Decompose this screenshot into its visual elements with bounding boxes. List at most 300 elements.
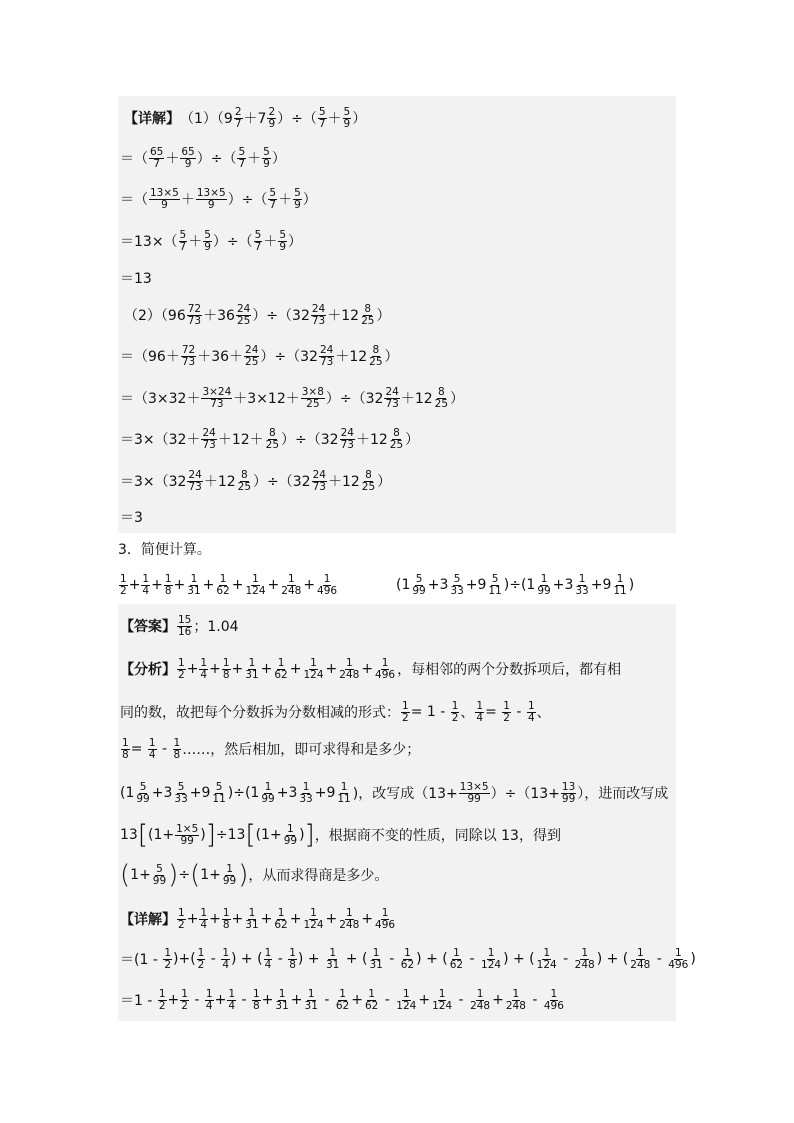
fraction-denominator: 25 bbox=[306, 397, 320, 410]
text-run: ) + ( bbox=[503, 951, 535, 967]
section-label: 【分析】 bbox=[120, 662, 176, 678]
fraction-numerator: 1 bbox=[340, 780, 348, 793]
text-run: ） bbox=[352, 111, 367, 127]
fraction-denominator: 248 bbox=[505, 999, 526, 1012]
fraction bbox=[244, 658, 259, 681]
fraction-numerator: 1 bbox=[310, 906, 317, 919]
fraction-denominator: 62 bbox=[216, 584, 230, 597]
fraction-numerator: 1 bbox=[164, 572, 172, 585]
fraction-numerator: 1 bbox=[158, 987, 166, 1000]
fraction bbox=[278, 230, 287, 253]
fraction-numerator: 65 bbox=[181, 145, 195, 158]
fraction-numerator: 1 bbox=[329, 946, 337, 959]
fraction bbox=[260, 782, 275, 805]
fraction-numerator: 1 bbox=[190, 572, 198, 585]
fraction-denominator: 2 bbox=[164, 958, 172, 971]
fraction-denominator: 248 bbox=[574, 958, 595, 971]
text-run: +3 bbox=[552, 577, 574, 593]
fraction-denominator: 11 bbox=[488, 584, 502, 597]
fraction-numerator: 72 bbox=[181, 343, 196, 356]
fraction-numerator: 1 bbox=[226, 862, 233, 875]
fraction-numerator: 1 bbox=[173, 736, 181, 749]
fraction bbox=[135, 782, 150, 805]
text-run: + bbox=[260, 911, 273, 927]
question-heading bbox=[118, 537, 211, 561]
solution-line bbox=[120, 229, 302, 253]
fraction bbox=[227, 989, 236, 1012]
fraction-numerator: 5 bbox=[156, 862, 163, 875]
fraction-numerator: 8 bbox=[241, 468, 248, 481]
fraction-denominator: 9 bbox=[343, 117, 351, 130]
fraction-numerator: 5 bbox=[269, 186, 277, 199]
fraction-numerator: 1 bbox=[222, 946, 229, 959]
fraction-numerator: 1 bbox=[512, 987, 520, 1000]
text-run: 同的数，故把每个分数拆为分数相减的形式： bbox=[120, 705, 400, 721]
text-run: ，根据商不变的性质，同除以 13，得到 bbox=[314, 828, 561, 844]
text-run: ＋ bbox=[327, 111, 342, 127]
fraction bbox=[360, 304, 375, 327]
fraction-denominator: 4 bbox=[222, 958, 229, 971]
text-run: ＝3 bbox=[120, 510, 143, 526]
section-label: 【详解】 bbox=[124, 111, 180, 127]
fraction bbox=[364, 989, 379, 1012]
fraction-denominator: 16 bbox=[178, 625, 192, 638]
fraction-denominator: 73 bbox=[312, 480, 326, 493]
text-run: + bbox=[325, 911, 338, 927]
text-run: ＋12＋ bbox=[217, 432, 264, 448]
fraction bbox=[180, 989, 189, 1012]
fraction-denominator: 11 bbox=[337, 792, 351, 805]
fraction-denominator: 73 bbox=[319, 355, 334, 368]
fraction bbox=[480, 948, 502, 971]
fraction-denominator: 2 bbox=[451, 711, 459, 724]
fraction bbox=[311, 304, 326, 327]
fraction bbox=[612, 574, 627, 597]
text-run: = 1 - bbox=[410, 704, 450, 720]
fraction-numerator: 1 bbox=[578, 572, 586, 585]
big-bracket: ) bbox=[168, 860, 179, 890]
text-run: ＝3×（32 bbox=[120, 474, 187, 490]
fraction bbox=[293, 188, 302, 211]
fraction-numerator: 24 bbox=[385, 385, 399, 398]
fraction bbox=[164, 574, 173, 597]
fraction-denominator: 124 bbox=[432, 999, 453, 1012]
fraction bbox=[237, 147, 246, 170]
text-run: ＋12 bbox=[355, 432, 388, 448]
fraction-numerator: 24 bbox=[311, 302, 326, 315]
text-run: ＋ bbox=[180, 192, 195, 208]
big-bracket: ( bbox=[120, 860, 131, 890]
text-run: ＋12 bbox=[335, 349, 368, 365]
fraction-denominator: 496 bbox=[668, 958, 689, 971]
text-run: ＋ bbox=[247, 151, 262, 167]
fraction-denominator: 62 bbox=[274, 918, 288, 931]
fraction-denominator: 73 bbox=[181, 355, 196, 368]
fraction bbox=[119, 574, 128, 597]
fraction-denominator: 9 bbox=[263, 157, 270, 170]
fraction bbox=[505, 989, 527, 1012]
fraction-denominator: 7 bbox=[269, 198, 277, 211]
fraction-numerator: 1 bbox=[674, 946, 682, 959]
text-run: ＝（ bbox=[120, 192, 148, 208]
fraction-numerator: 24 bbox=[202, 426, 216, 439]
text-run: ＝3×（32＋ bbox=[120, 432, 201, 448]
fraction-denominator: 124 bbox=[303, 668, 324, 681]
fraction bbox=[236, 304, 251, 327]
fraction-denominator: 2 bbox=[197, 958, 205, 971]
analysis-line bbox=[120, 860, 389, 890]
fraction-numerator: 5 bbox=[238, 145, 246, 158]
text-run: ）÷（ bbox=[196, 151, 237, 167]
fraction-denominator: 31 bbox=[245, 668, 259, 681]
fraction-numerator: 13×5 bbox=[150, 186, 179, 199]
fraction-denominator: 99 bbox=[561, 792, 576, 805]
text-run: +3 bbox=[151, 785, 173, 801]
fraction-denominator: 25 bbox=[361, 314, 375, 327]
fraction-denominator: 25 bbox=[265, 438, 280, 451]
fraction-denominator: 25 bbox=[236, 314, 251, 327]
fraction bbox=[187, 304, 202, 327]
text-run: ) bbox=[690, 951, 696, 967]
fraction bbox=[205, 989, 214, 1012]
text-run: ＝（ bbox=[120, 151, 148, 167]
text-run: +9 bbox=[314, 785, 336, 801]
answer-line bbox=[120, 614, 239, 638]
fraction-numerator: 1 bbox=[310, 656, 317, 669]
text-run: ） bbox=[302, 192, 317, 208]
fraction-numerator: 2 bbox=[268, 105, 276, 118]
fraction-numerator: 1 bbox=[252, 987, 260, 1000]
fraction-denominator: 7 bbox=[318, 117, 326, 130]
text-run: (1+ bbox=[255, 827, 282, 843]
fraction-denominator: 9 bbox=[207, 198, 215, 211]
fraction-numerator: 1 bbox=[205, 987, 213, 1000]
fraction-numerator: 1 bbox=[248, 656, 256, 669]
fraction bbox=[343, 107, 352, 130]
text-run: ＋12 bbox=[203, 474, 236, 490]
fraction-denominator: 124 bbox=[245, 584, 266, 597]
fraction-numerator: 1 bbox=[219, 572, 227, 585]
fraction bbox=[368, 948, 383, 971]
fraction-numerator: 1 bbox=[277, 656, 285, 669]
fraction-numerator: 5 bbox=[453, 572, 461, 585]
fraction-denominator: 31 bbox=[304, 999, 318, 1012]
question-heading-text: 3．简便计算。 bbox=[118, 542, 211, 558]
fraction bbox=[543, 989, 565, 1012]
solution-line bbox=[120, 187, 317, 211]
fraction-numerator: 24 bbox=[245, 343, 259, 356]
fraction bbox=[536, 948, 558, 971]
fraction-numerator: 24 bbox=[312, 468, 326, 481]
fraction-numerator: 1 bbox=[550, 987, 558, 1000]
fraction bbox=[252, 989, 261, 1012]
fraction-denominator: 2 bbox=[158, 999, 166, 1012]
fraction bbox=[149, 188, 180, 211]
fraction-denominator: 25 bbox=[434, 397, 449, 410]
fraction-numerator: 1 bbox=[142, 572, 150, 585]
fraction-denominator: 496 bbox=[375, 668, 396, 681]
big-bracket: ( bbox=[190, 860, 201, 890]
fraction-numerator: 5 bbox=[415, 572, 423, 585]
text-run: + bbox=[289, 911, 302, 927]
fraction-numerator: 1 bbox=[200, 906, 208, 919]
fraction-numerator: 5 bbox=[179, 228, 187, 241]
fraction-numerator: 1 bbox=[248, 906, 256, 919]
fraction-denominator: 8 bbox=[289, 958, 296, 971]
fraction-numerator: 1 bbox=[616, 572, 624, 585]
fraction bbox=[254, 230, 263, 253]
fraction bbox=[374, 658, 396, 681]
fraction-numerator: 65 bbox=[150, 145, 164, 158]
fraction-numerator: 8 bbox=[364, 302, 372, 315]
text-run: 1+ bbox=[200, 867, 221, 883]
fraction bbox=[244, 908, 259, 931]
fraction bbox=[199, 658, 208, 681]
fraction-numerator: 8 bbox=[438, 385, 445, 398]
text-run: + bbox=[492, 992, 504, 1008]
text-run: ÷ bbox=[178, 867, 191, 883]
fraction bbox=[574, 574, 589, 597]
fraction-numerator: 5 bbox=[204, 228, 211, 241]
fraction-numerator: 1 bbox=[178, 906, 185, 919]
fraction-denominator: 25 bbox=[369, 355, 383, 368]
fraction bbox=[211, 782, 226, 805]
text-run: +9 bbox=[590, 577, 612, 593]
fraction bbox=[173, 738, 182, 761]
fraction bbox=[163, 948, 172, 971]
text-run: (1 bbox=[120, 785, 135, 801]
fraction-denominator: 4 bbox=[142, 584, 150, 597]
section-label: 【详解】 bbox=[120, 912, 176, 928]
fraction bbox=[536, 574, 551, 597]
text-run: ） bbox=[405, 432, 420, 448]
text-run: +3 bbox=[427, 577, 449, 593]
fraction bbox=[319, 345, 334, 368]
text-run: ＋3×12＋ bbox=[233, 391, 300, 407]
solution-line bbox=[120, 505, 143, 529]
big-bracket: [ bbox=[245, 820, 256, 850]
fraction-denominator: 9 bbox=[279, 240, 287, 253]
fraction-denominator: 2 bbox=[503, 711, 510, 724]
fraction-denominator: 99 bbox=[180, 834, 194, 847]
fraction bbox=[325, 948, 340, 971]
text-run: ）÷（32 bbox=[253, 474, 311, 490]
text-run: ＝（96＋ bbox=[120, 349, 180, 365]
fraction-numerator: 1 bbox=[252, 572, 259, 585]
text-run: 、 bbox=[460, 705, 475, 721]
text-run: ） bbox=[376, 308, 391, 324]
text-run: ＋ bbox=[278, 192, 293, 208]
text-run: + bbox=[361, 911, 374, 927]
fraction bbox=[338, 658, 360, 681]
fraction bbox=[338, 908, 360, 931]
text-run: + bbox=[151, 577, 163, 593]
fraction bbox=[400, 948, 415, 971]
solution-line bbox=[120, 427, 419, 451]
fraction bbox=[265, 428, 280, 451]
solution-block-2 bbox=[118, 604, 696, 1021]
text-run: ＝1 - bbox=[120, 993, 157, 1009]
text-run: + bbox=[231, 577, 244, 593]
fraction bbox=[196, 188, 227, 211]
text-run: ＝13 bbox=[120, 271, 152, 287]
text-run: ＋12 bbox=[327, 308, 360, 324]
fraction-denominator: 8 bbox=[222, 918, 230, 931]
fraction bbox=[121, 738, 130, 761]
fraction-denominator: 73 bbox=[210, 397, 224, 410]
fraction bbox=[451, 701, 460, 724]
text-run: ＝(1 - bbox=[120, 952, 163, 968]
text-run: ）÷（ bbox=[212, 234, 253, 250]
fraction-numerator: 24 bbox=[319, 343, 334, 356]
text-run: （2）（96 bbox=[124, 308, 186, 324]
fraction-numerator: 1 bbox=[527, 699, 535, 712]
fraction-numerator: 5 bbox=[279, 228, 287, 241]
text-run: + bbox=[260, 661, 273, 677]
fraction bbox=[201, 387, 232, 410]
fraction bbox=[302, 658, 324, 681]
fraction-denominator: 496 bbox=[543, 999, 564, 1012]
fraction-numerator: 1 bbox=[402, 699, 409, 712]
fraction-numerator: 1 bbox=[451, 699, 459, 712]
text-run: ；1.04 bbox=[193, 619, 239, 635]
text-run: ÷13 bbox=[215, 827, 246, 843]
fraction-denominator: 31 bbox=[245, 918, 259, 931]
fraction-denominator: 62 bbox=[364, 999, 379, 1012]
fraction-denominator: 7 bbox=[234, 117, 242, 130]
fraction-denominator: 73 bbox=[385, 397, 399, 410]
fraction-denominator: 4 bbox=[476, 711, 484, 724]
fraction-denominator: 4 bbox=[527, 711, 535, 724]
question-expression-left bbox=[118, 573, 339, 597]
fraction bbox=[561, 782, 576, 805]
text-run: + bbox=[231, 911, 244, 927]
fraction-denominator: 9 bbox=[161, 198, 168, 211]
fraction bbox=[336, 782, 351, 805]
fraction-denominator: 8 bbox=[252, 999, 260, 1012]
text-run: ) + ( bbox=[416, 951, 448, 967]
fraction bbox=[222, 908, 231, 931]
fraction-denominator: 73 bbox=[187, 314, 202, 327]
analysis-line bbox=[120, 737, 420, 761]
fraction-denominator: 99 bbox=[261, 792, 275, 805]
fraction bbox=[487, 574, 502, 597]
text-run: )，改写成（13+ bbox=[352, 786, 458, 802]
section-label: 【答案】 bbox=[120, 619, 176, 635]
fraction-denominator: 9 bbox=[294, 198, 301, 211]
fraction bbox=[368, 345, 383, 368]
fraction bbox=[181, 345, 196, 368]
fraction bbox=[262, 147, 271, 170]
text-run: ) + bbox=[297, 951, 324, 967]
fraction-numerator: 1 bbox=[372, 946, 380, 959]
fraction-denominator: 248 bbox=[630, 958, 651, 971]
text-run: - bbox=[237, 992, 251, 1008]
fraction-numerator: 1×5 bbox=[176, 822, 199, 835]
fraction-denominator: 8 bbox=[122, 748, 129, 761]
fraction-numerator: 24 bbox=[340, 426, 354, 439]
big-bracket: ] bbox=[205, 820, 216, 850]
fraction bbox=[395, 989, 417, 1012]
fraction-numerator: 1 bbox=[453, 946, 460, 959]
text-run: 13 bbox=[120, 827, 138, 843]
text-run: ＋36 bbox=[203, 308, 235, 324]
text-run: +3 bbox=[276, 785, 298, 801]
text-run: ）÷（ bbox=[277, 111, 317, 127]
text-run: - bbox=[157, 741, 172, 757]
fraction-numerator: 1 bbox=[264, 780, 272, 793]
fraction-denominator: 33 bbox=[299, 792, 313, 805]
fraction-denominator: 25 bbox=[389, 438, 404, 451]
text-run: + bbox=[290, 992, 303, 1008]
fraction-denominator: 2 bbox=[402, 711, 409, 724]
fraction-denominator: 4 bbox=[148, 748, 156, 761]
fraction bbox=[141, 574, 150, 597]
text-run: + bbox=[361, 661, 374, 677]
fraction bbox=[158, 989, 167, 1012]
detail-line bbox=[120, 988, 566, 1012]
text-run: - bbox=[454, 992, 469, 1008]
solution-line bbox=[120, 146, 286, 170]
fraction-numerator: 1 bbox=[323, 572, 331, 585]
text-run: + bbox=[209, 911, 221, 927]
fraction bbox=[203, 230, 212, 253]
fraction bbox=[667, 948, 689, 971]
fraction bbox=[288, 948, 297, 971]
fraction bbox=[197, 948, 206, 971]
fraction bbox=[475, 701, 484, 724]
text-run: ＋12 bbox=[400, 391, 433, 407]
fraction bbox=[187, 470, 202, 493]
fraction-denominator: 73 bbox=[311, 314, 326, 327]
text-run: ＝（3×32＋ bbox=[120, 391, 201, 407]
text-run: + bbox=[167, 992, 180, 1008]
fraction-denominator: 73 bbox=[340, 438, 354, 451]
fraction-numerator: 24 bbox=[236, 302, 251, 315]
fraction-numerator: 2 bbox=[234, 105, 242, 118]
text-run: ) bbox=[628, 577, 635, 593]
fraction-denominator: 7 bbox=[254, 240, 262, 253]
fraction-denominator: 124 bbox=[303, 918, 324, 931]
fraction-numerator: 5 bbox=[491, 572, 499, 585]
fraction-numerator: 1 bbox=[120, 572, 127, 585]
text-run: + bbox=[289, 661, 302, 677]
fraction bbox=[274, 989, 289, 1012]
fraction-numerator: 13×5 bbox=[196, 186, 226, 199]
fraction-numerator: 5 bbox=[343, 105, 351, 118]
big-bracket: [ bbox=[137, 820, 148, 850]
fraction-numerator: 1 bbox=[503, 699, 510, 712]
fraction bbox=[384, 387, 399, 410]
fraction bbox=[152, 864, 167, 887]
text-run: ） bbox=[450, 391, 465, 407]
text-run: ） bbox=[384, 349, 399, 365]
fraction-numerator: 1 bbox=[402, 987, 410, 1000]
question-expression-right bbox=[396, 573, 634, 597]
fraction-denominator: 73 bbox=[202, 438, 216, 451]
text-run: ） bbox=[288, 234, 303, 250]
text-run: ) bbox=[200, 827, 206, 843]
fraction bbox=[283, 824, 298, 847]
fraction-denominator: 2 bbox=[178, 668, 185, 681]
text-run: + bbox=[202, 577, 215, 593]
fraction-denominator: 4 bbox=[264, 958, 272, 971]
text-run: ＋12 bbox=[327, 474, 360, 490]
text-run: - bbox=[189, 992, 204, 1008]
fraction bbox=[335, 989, 350, 1012]
fraction-denominator: 33 bbox=[450, 584, 464, 597]
fraction bbox=[177, 658, 186, 681]
